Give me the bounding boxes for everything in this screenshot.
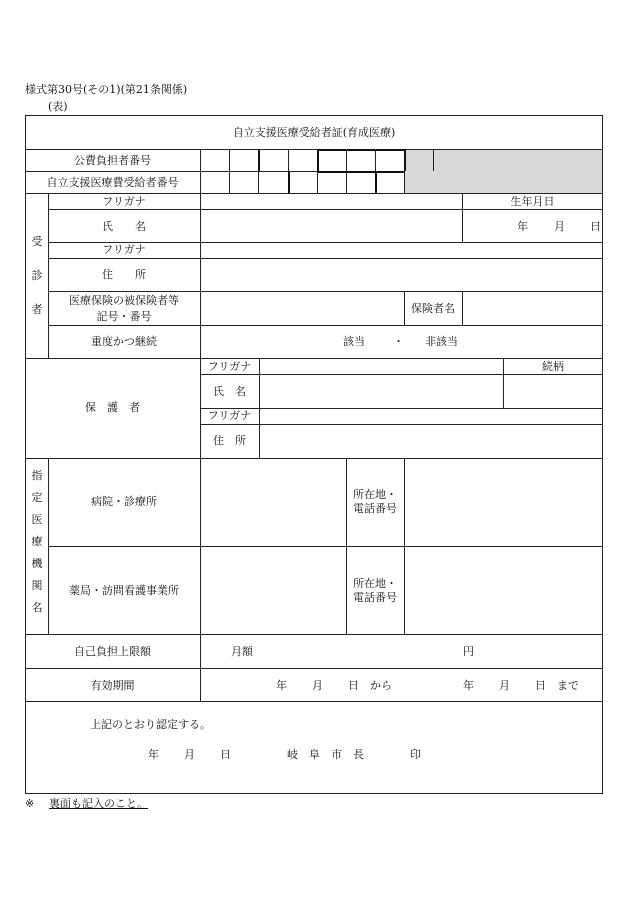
relation-label: 続柄: [542, 360, 564, 373]
certify-month: 月: [184, 748, 195, 761]
copay-limit-label: 自己負担上限額: [74, 645, 151, 658]
birth-day: 日: [590, 220, 601, 233]
patient-furigana-label: フリガナ: [102, 195, 146, 208]
guardian-furigana-label: フリガナ: [207, 360, 252, 373]
public-payer-number-label: 公費負担者番号: [74, 154, 151, 167]
seal-mark: 印: [410, 748, 421, 761]
insurance-label: 医療保険の被保険者等: [69, 294, 179, 307]
monthly-label: 月額: [231, 645, 253, 658]
guardian-label: 保 護 者: [85, 401, 140, 414]
validity-from-day: 日: [348, 679, 359, 692]
hospital-phone-label: 電話番号: [353, 502, 397, 515]
birth-month: 月: [554, 220, 565, 233]
pharmacy-phone-label: 電話番号: [353, 591, 397, 604]
recipient-number-label: 自立支援医療費受給者番号: [46, 176, 179, 189]
validity-from-month: 月: [312, 679, 323, 692]
guardian-address-label: 住 所: [213, 434, 246, 447]
form-code: 様式第30号(その1)(第21条関係): [25, 83, 188, 96]
pharmacy-location-label: 所在地・: [353, 577, 397, 590]
guardian-furigana2-label: フリガナ: [207, 409, 252, 422]
footnote-mark: ※: [25, 797, 35, 810]
severe-continuous-label: 重度かつ継続: [91, 335, 157, 348]
form-side: (表): [48, 100, 68, 113]
patient-furigana2-label: フリガナ: [102, 243, 146, 256]
severe-option-applicable[interactable]: 該当: [343, 335, 365, 348]
pharmacy-label: 薬局・訪問看護事業所: [69, 584, 179, 597]
hospital-label: 病院・診療所: [91, 495, 157, 508]
birth-year: 年: [517, 220, 528, 233]
birthdate-label: 生年月日: [510, 195, 555, 208]
insurance-number-label: 記号・番号: [96, 310, 152, 323]
certify-year: 年: [148, 748, 159, 761]
footnote-text: 裏面も記入のこと。: [49, 797, 148, 810]
validity-to-day: 日: [535, 679, 546, 692]
certificate-form: [25, 115, 603, 794]
severe-option-separator: ・: [393, 335, 404, 348]
hospital-location-label: 所在地・: [353, 488, 397, 501]
validity-to-month: 月: [499, 679, 510, 692]
validity-label: 有効期間: [90, 679, 135, 692]
validity-to-year: 年: [463, 679, 474, 692]
yen-label: 円: [463, 645, 474, 658]
guardian-name-label: 氏 名: [213, 385, 246, 398]
validity-to-suffix: まで: [557, 679, 579, 692]
severe-option-not-applicable[interactable]: 非該当: [425, 335, 458, 348]
patient-name-label: 氏 名: [102, 220, 146, 233]
validity-from-year: 年: [276, 679, 287, 692]
validity-from-suffix: から: [370, 679, 392, 692]
form-title: 自立支援医療受給者証(育成医療): [232, 126, 396, 139]
mayor-title: 岐 阜 市 長: [287, 748, 364, 761]
patient-group-label: 受 診 者: [31, 235, 43, 316]
insurer-name-label: 保険者名: [411, 302, 455, 315]
certify-text: 上記のとおり認定する。: [90, 718, 211, 731]
institution-group-label: 指 定 医 療 機 関 名: [31, 469, 43, 614]
certify-day: 日: [220, 748, 231, 761]
patient-address-label: 住 所: [102, 268, 146, 281]
